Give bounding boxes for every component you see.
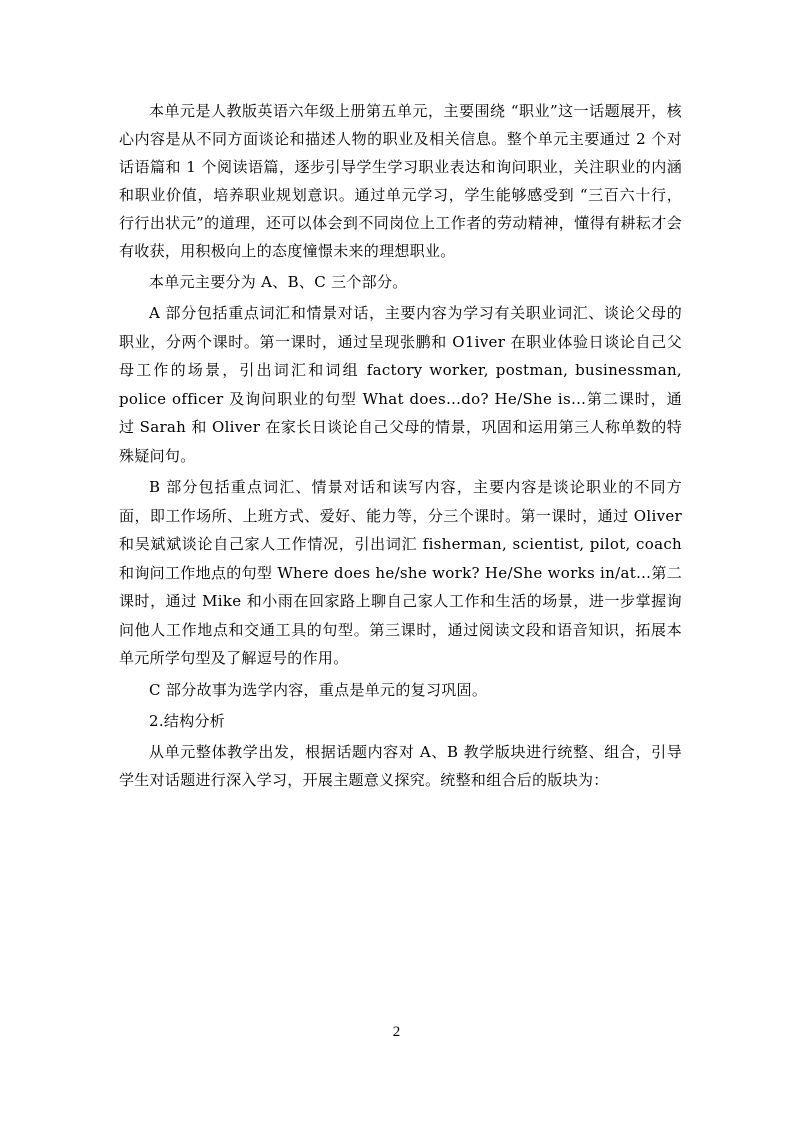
section-heading-structure-analysis: 2.结构分析	[149, 711, 226, 730]
paragraph-structure-analysis: 从单元整体教学出发，根据话题内容对 A、B 教学版块进行统整、组合，引导学生对话题进行深入学习，开展主题意义探究。统整和组合后的版块为：	[119, 742, 682, 789]
paragraph-part-b: B 部分包括重点词汇、情景对话和读写内容，主要内容是谈论职业的不同方面，即工作场所、上班方式、爱好、能力等，分三个课时。第一课时，通过 Oliver 和吴斌斌谈论自己家人工作情况，引出词汇 fisherman, scientist, pilot, coach 和询问工作地点的句型 Where does he/she work? He/She works in/at…第二课时，通过 Mike 和小雨在回家路上聊自己家人工作和生活的场景，进一步掌握询问他人工作地点和交通工具的句型。第三课时，通过阅读文段和语音知识，拓展本单元所学句型及了解逗号的作用。	[119, 478, 682, 667]
paragraph-part-a: A 部分包括重点词汇和情景对话，主要内容为学习有关职业词汇、谈论父母的职业，分两个课时。第一课时，通过呈现张鹏和 O1iver 在职业体验日谈论自己父母工作的场景，引出词汇和词组 factory worker, postman, businessman, police officer 及询问职业的句型 What does…do? He/She is…第二课时，通过 Sarah 和 Oliver 在家长日谈论自己父母的情景，巩固和运用第三人称单数的特殊疑问句。	[119, 304, 682, 465]
page-number: 2	[392, 1024, 401, 1040]
paragraph-part-c: C 部分故事为选学内容，重点是单元的复习巩固。	[149, 680, 488, 699]
document-body	[119, 97, 682, 794]
paragraph-unit-parts: 本单元主要分为 A、B、C 三个部分。	[149, 273, 408, 291]
paragraph-unit-overview: 本单元是人教版英语六年级上册第五单元，主要围绕 “职业”这一话题展开，核心内容是从不同方面谈论和描述人物的职业及相关信息。整个单元主要通过 2 个对话语篇和 1 个阅读语篇，逐步引导学生学习职业表达和询问职业，关注职业的内涵和职业价值，培养职业规划意识。通过单元学习，学生能够感受到 “三百六十行，行行出状元”的道理，还可以体会到不同岗位上工作者的劳动精神，懂得有耕耘才会有收获，用积极向上的态度憧憬未来的理想职业。	[119, 102, 682, 260]
